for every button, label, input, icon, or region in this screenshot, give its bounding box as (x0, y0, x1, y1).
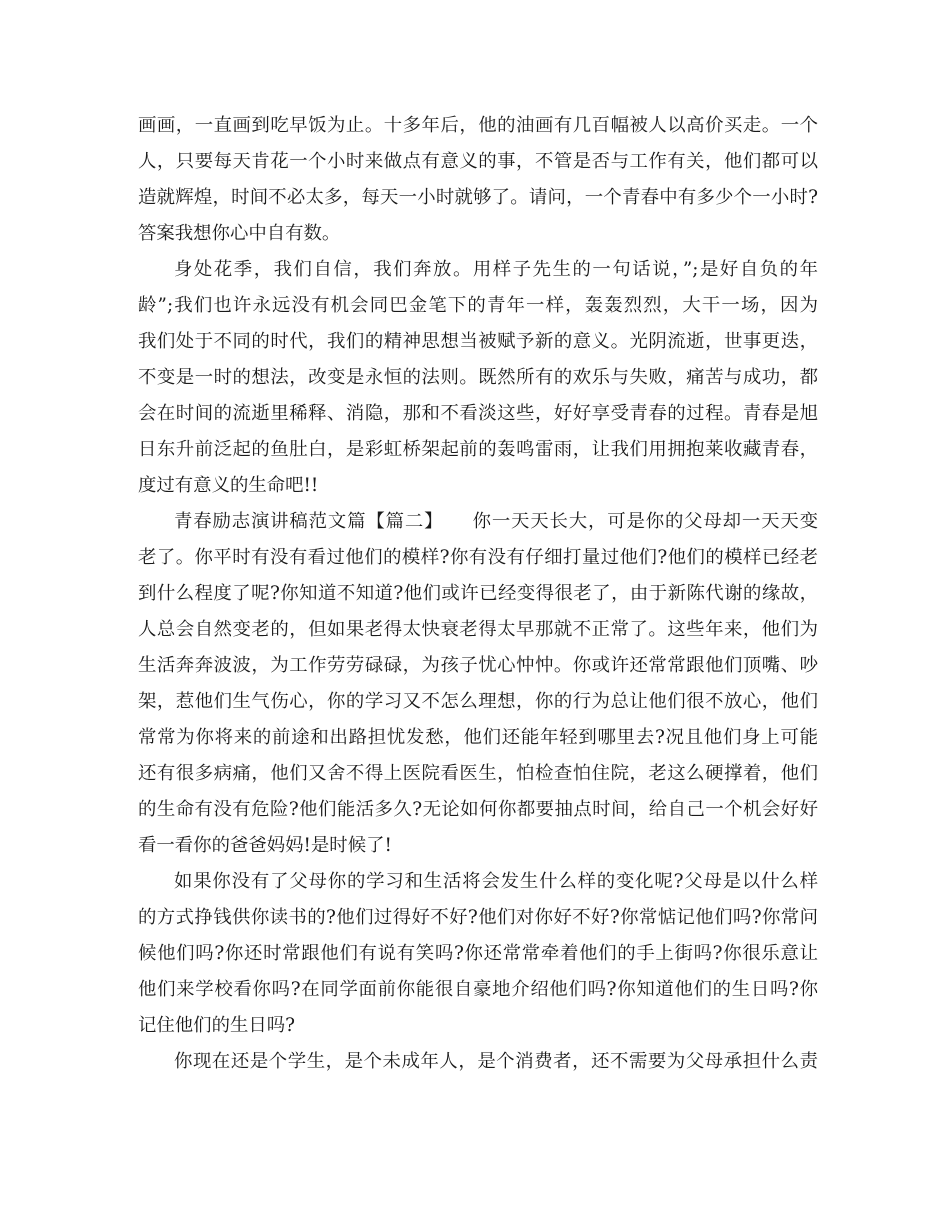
text-line: 的方式挣钱供你读书的?他们过得好不好?他们对你好不好?你常惦记他们吗?你常问 (138, 907, 818, 928)
text-line: 生活奔奔波波，为工作劳劳碌碌，为孩子忧心忡忡。你或许还常常跟他们顶嘴、吵 (138, 655, 818, 676)
text-line: 看一看你的爸爸妈妈!是时候了! (138, 835, 392, 856)
text-line: 答案我想你心中自有数。 (138, 223, 341, 244)
text-line: 你现在还是个学生，是个未成年人，是个消费者，还不需要为父母承担什么责 (174, 1051, 818, 1072)
text-line: 造就辉煌，时间不必太多，每天一小时就够了。请问，一个青春中有多少个一小时? (138, 187, 818, 208)
text-line: 到什么程度了呢?你知道不知道?他们或许已经变得很老了，由于新陈代谢的缘故， (138, 583, 818, 604)
text-line: 龄”;我们也许永远没有机会同巴金笔下的青年一样，轰轰烈烈，大干一场，因为 (138, 295, 818, 316)
text-line: 常常为你将来的前途和出路担忧发愁，他们还能年轻到哪里去?况且他们身上可能 (138, 727, 818, 748)
text-line: 架，惹他们生气伤心，你的学习又不怎么理想，你的行为总让他们很不放心，他们 (138, 691, 818, 712)
text-line: 老了。你平时有没有看过他们的模样?你有没有仔细打量过他们?他们的模样已经老 (138, 547, 818, 568)
text-line: 身处花季，我们自信，我们奔放。用样子先生的一句话说，”;是好自负的年 (174, 259, 818, 280)
text-line: 候他们吗?你还时常跟他们有说有笑吗?你还常常牵着他们的手上街吗?你很乐意让 (138, 943, 818, 964)
text-line: 度过有意义的生命吧!! (138, 475, 319, 496)
text-line: 人总会自然变老的，但如果老得太快衰老得太早那就不正常了。这些年来，他们为 (138, 619, 818, 640)
text-line: 还有很多病痛，他们又舍不得上医院看医生，怕检查怕住院，老这么硬撑着，他们 (138, 763, 818, 784)
text-line: 画画，一直画到吃早饭为止。十多年后，他的油画有几百幅被人以高价买走。一个 (138, 115, 818, 136)
text-line: 不变是一时的想法，改变是永恒的法则。既然所有的欢乐与失败，痛苦与成功，都 (138, 367, 818, 388)
text-line: 的生命有没有危险?他们能活多久?无论如何你都要抽点时间，给自己一个机会好好 (138, 799, 818, 820)
text-line: 人，只要每天肯花一个小时来做点有意义的事，不管是否与工作有关，他们都可以 (138, 151, 818, 172)
text-line: 他们来学校看你吗?在同学面前你能很自豪地介绍他们吗?你知道他们的生日吗?你 (138, 979, 818, 1000)
text-line: 如果你没有了父母你的学习和生活将会发生什么样的变化呢?父母是以什么样 (174, 871, 818, 892)
section-heading-line: 青春励志演讲稿范文篇【篇二】 你一天天长大，可是你的父母却一天天变 (174, 511, 818, 532)
text-line: 我们处于不同的时代，我们的精神思想当被赋予新的意义。光阴流逝，世事更迭， (138, 331, 818, 352)
text-line: 日东升前泛起的鱼肚白，是彩虹桥架起前的轰鸣雷雨，让我们用拥抱莱收藏青春， (138, 439, 818, 460)
text-line: 记住他们的生日吗? (138, 1015, 295, 1036)
text-line: 会在时间的流逝里稀释、消隐，那和不看淡这些，好好享受青春的过程。青春是旭 (138, 403, 818, 424)
